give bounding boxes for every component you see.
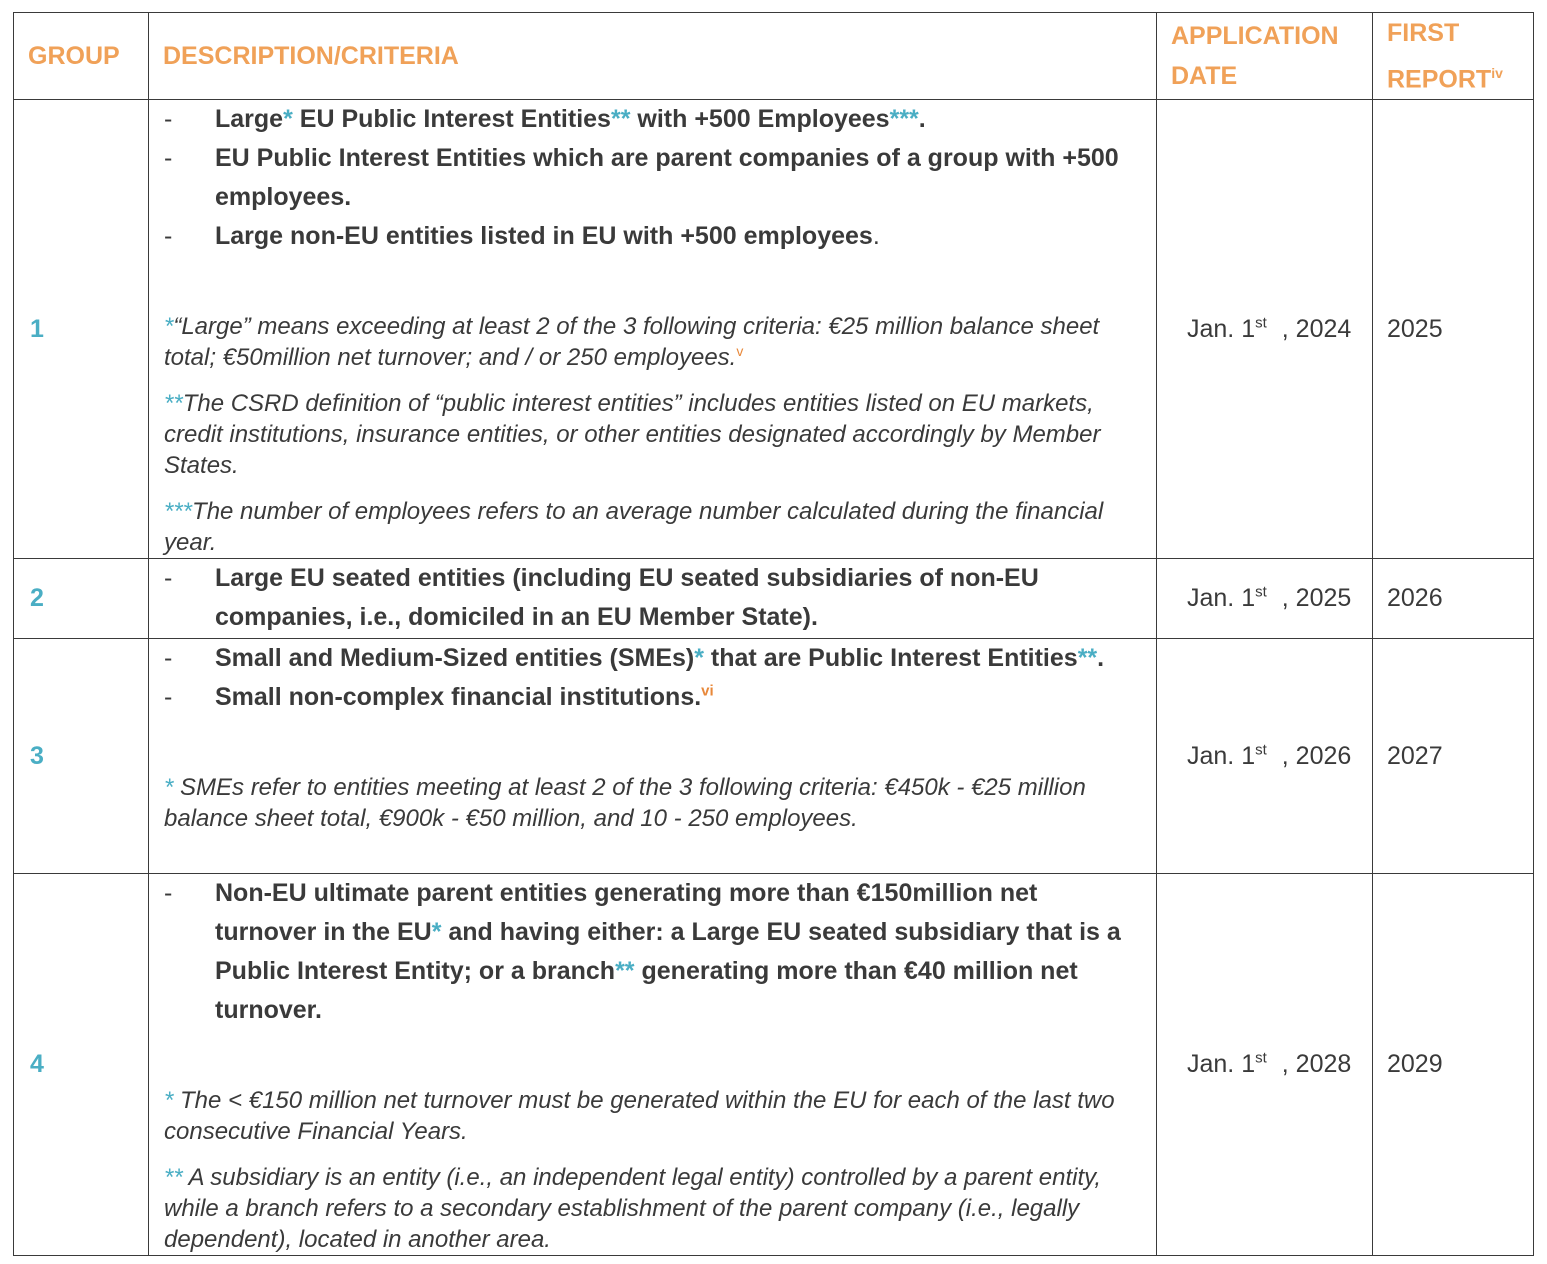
criteria-cell bbox=[149, 100, 1157, 559]
table-row bbox=[14, 100, 1534, 559]
list-item: - Large non-EU entities listed in EU with +500 employees. bbox=[164, 222, 880, 251]
group-number: 3 bbox=[14, 639, 149, 874]
footnote: ** A subsidiary is an entity (i.e., an independent legal entity) controlled by a parent entity, while a branch refers to a secondary establishment of the parent company (i.e., legally dependent), located in another area. bbox=[164, 1164, 1101, 1254]
csrd-groups-table bbox=[13, 12, 1534, 1256]
group-number: 2 bbox=[14, 559, 149, 639]
list-item: - Small non-complex financial institutions.$^{vi}$ bbox=[164, 683, 714, 712]
footnote: * The < €150 million net turnover must be generated within the EU for each of the last two consecutive Financial Years. bbox=[164, 1087, 1115, 1146]
footnote: **The CSRD definition of “public interest entities” includes entities listed on EU markets, credit institutions, insurance entities, or other entities designated accordingly by Member States. bbox=[164, 390, 1101, 480]
criteria-cell bbox=[149, 559, 1157, 639]
list-item: - Large EU seated entities (including EU seated subsidiaries of non-EU companies, i.e., domiciled in an EU Member State). bbox=[164, 564, 1039, 632]
list-item: - Large* EU Public Interest Entities** with +500 Employees***. bbox=[164, 105, 926, 134]
application-date: Jan. 1st , 2025 bbox=[1157, 559, 1373, 639]
group-number: 1 bbox=[14, 100, 149, 559]
group-number: 4 bbox=[14, 874, 149, 1256]
header-group: GROUP bbox=[14, 13, 149, 100]
table-row bbox=[14, 559, 1534, 639]
first-report-year: 2029 bbox=[1373, 874, 1534, 1256]
application-date: Jan. 1st , 2024 bbox=[1157, 100, 1373, 559]
table-row bbox=[14, 874, 1534, 1256]
header-first-report: FIRST REPORT$^{iv}$ bbox=[1373, 13, 1534, 100]
list-item: - EU Public Interest Entities which are parent companies of a group with +500 employees. bbox=[164, 144, 1119, 212]
criteria-cell bbox=[149, 874, 1157, 1256]
table-row bbox=[14, 639, 1534, 874]
footnote: ***The number of employees refers to an average number calculated during the financial year. bbox=[164, 498, 1104, 557]
list-item: - Small and Medium-Sized entities (SMEs)* that are Public Interest Entities**. bbox=[164, 644, 1105, 673]
header-application-date: APPLICATION DATE bbox=[1157, 13, 1373, 100]
first-report-year: 2027 bbox=[1373, 639, 1534, 874]
application-date: Jan. 1st , 2028 bbox=[1157, 874, 1373, 1256]
first-report-year: 2026 bbox=[1373, 559, 1534, 639]
application-date: Jan. 1st , 2026 bbox=[1157, 639, 1373, 874]
first-report-year: 2025 bbox=[1373, 100, 1534, 559]
criteria-cell bbox=[149, 639, 1157, 874]
header-row bbox=[14, 13, 1534, 100]
footnote: * SMEs refer to entities meeting at least 2 of the 3 following criteria: €450k - €25 million balance sheet total, €900k - €50 million, and 10 - 250 employees. bbox=[164, 774, 1086, 833]
footnote-ref: iv bbox=[1491, 65, 1503, 81]
list-item: - Non-EU ultimate parent entities generating more than €150million net turnover in the EU* and having either: a Large EU seated subsidiary that is a Public Interest Entity; or a branch** generating more than €40 million net turnover. bbox=[164, 879, 1121, 1025]
header-description: DESCRIPTION/CRITERIA bbox=[149, 13, 1157, 100]
footnote: *“Large” means exceeding at least 2 of the 3 following criteria: €25 million balance sheet total; €50million net turnover; and / or 250 employees.$^v$ bbox=[164, 313, 1100, 372]
